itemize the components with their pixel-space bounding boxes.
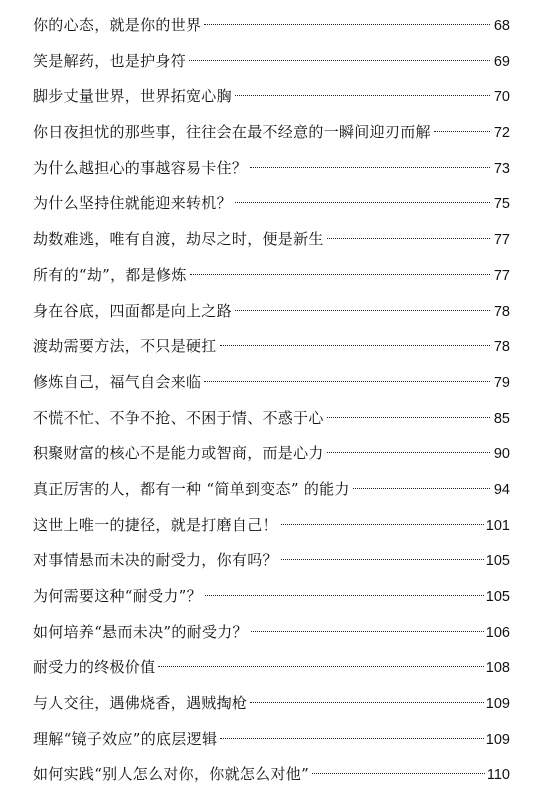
dot-leader — [220, 738, 484, 739]
toc-entry-page-number: 79 — [493, 374, 510, 391]
toc-entry-title: 劫数难逃，唯有自渡，劫尽之时，便是新生 — [33, 230, 324, 249]
toc-entry-title: 脚步丈量世界，世界拓宽心胸 — [33, 87, 232, 106]
dot-leader — [353, 488, 490, 489]
toc-entry-page-number: 78 — [493, 339, 510, 356]
toc-entry-page-number: 85 — [493, 410, 510, 427]
toc-entry[interactable] — [33, 186, 510, 222]
dot-leader — [312, 773, 485, 774]
toc-entry[interactable] — [33, 472, 510, 508]
toc-entry[interactable] — [33, 79, 510, 115]
toc-entry[interactable] — [33, 722, 510, 758]
toc-entry-title: 你日夜担忧的那些事，往往会在最不经意的一瞬间迎刃而解 — [33, 123, 431, 142]
toc-entry-page-number: 78 — [493, 303, 510, 320]
toc-entry-page-number: 70 — [493, 89, 510, 106]
toc-entry-title: 耐受力的终极价值 — [33, 658, 156, 677]
dot-leader — [250, 167, 490, 168]
dot-leader — [235, 95, 490, 96]
toc-entry[interactable] — [33, 543, 510, 579]
toc-entry-page-number: 68 — [493, 18, 510, 34]
toc-entry-page-number: 101 — [485, 517, 510, 534]
toc-entry[interactable] — [33, 579, 510, 615]
toc-entry-page-number: 77 — [493, 267, 510, 284]
toc-entry-title: 修炼自己，福气自会来临 — [33, 372, 202, 391]
toc-entry-title: 身在谷底，四面都是向上之路 — [33, 301, 232, 320]
toc-entry-title: 如何实践“别人怎么对你，你就怎么对他” — [33, 765, 310, 784]
toc-entry[interactable] — [33, 8, 510, 44]
toc-entry-title: 为什么坚持住就能迎来转机？ — [33, 194, 232, 213]
dot-leader — [189, 60, 490, 61]
toc-entry-title: 对事情悬而未决的耐受力，你有吗？ — [33, 551, 278, 570]
toc-entry-title: 积聚财富的核心不是能力或智商，而是心力 — [33, 444, 324, 463]
toc-entry-title: 真正厉害的人，都有一种 “简单到变态” 的能力 — [33, 479, 350, 498]
toc-entry-page-number: 90 — [493, 446, 510, 463]
dot-leader — [250, 702, 484, 703]
toc-entry-page-number: 105 — [485, 553, 510, 570]
toc-entry-title: 所有的“劫”，都是修炼 — [33, 265, 187, 284]
toc-entry[interactable] — [33, 757, 510, 793]
toc-entry[interactable] — [33, 222, 510, 258]
toc-entry-page-number: 75 — [493, 196, 510, 213]
toc-entry-title: 不慌不忙、不争不抢、不困于情、不惑于心 — [33, 408, 324, 427]
toc-entry-title: 为什么越担心的事越容易卡住？ — [33, 158, 248, 177]
toc-entry-page-number: 108 — [485, 660, 510, 677]
table-of-contents — [33, 8, 510, 793]
toc-entry[interactable] — [33, 508, 510, 544]
toc-entry-title: 笑是解药，也是护身符 — [33, 51, 187, 70]
toc-entry-title: 理解“镜子效应”的底层逻辑 — [33, 729, 218, 748]
dot-leader — [220, 345, 490, 346]
toc-entry[interactable] — [33, 401, 510, 437]
toc-entry[interactable] — [33, 329, 510, 365]
toc-entry[interactable] — [33, 365, 510, 401]
toc-entry-page-number: 73 — [493, 160, 510, 177]
toc-entry[interactable] — [33, 615, 510, 651]
toc-entry[interactable] — [33, 294, 510, 330]
toc-entry-page-number: 69 — [493, 53, 510, 70]
dot-leader — [205, 595, 484, 596]
toc-entry[interactable] — [33, 151, 510, 187]
toc-entry-page-number: 106 — [485, 624, 510, 641]
dot-leader — [251, 631, 484, 632]
toc-entry-page-number: 110 — [486, 767, 510, 784]
toc-entry-page-number: 109 — [485, 731, 510, 748]
dot-leader — [281, 559, 484, 560]
toc-entry-title: 如何培养“悬而未决”的耐受力？ — [33, 622, 248, 641]
dot-leader — [190, 274, 490, 275]
dot-leader — [158, 666, 483, 667]
toc-entry[interactable] — [33, 44, 510, 80]
dot-leader — [235, 310, 490, 311]
toc-entry-title: 这世上唯一的捷径，就是打磨自己！ — [33, 515, 278, 534]
dot-leader — [281, 524, 484, 525]
toc-entry-title: 与人交往，遇佛烧香，遇贼掏枪 — [33, 694, 248, 713]
toc-entry-page-number: 72 — [493, 125, 510, 142]
dot-leader — [235, 202, 490, 203]
dot-leader — [204, 24, 490, 25]
toc-entry[interactable] — [33, 258, 510, 294]
toc-entry[interactable] — [33, 436, 510, 472]
dot-leader — [434, 131, 490, 132]
toc-entry-page-number: 77 — [493, 232, 510, 249]
dot-leader — [327, 417, 490, 418]
toc-entry[interactable] — [33, 115, 510, 151]
toc-entry-title: 渡劫需要方法，不只是硬扛 — [33, 337, 217, 356]
toc-entry[interactable] — [33, 650, 510, 686]
toc-entry-title: 你的心态，就是你的世界 — [33, 16, 202, 34]
dot-leader — [327, 452, 490, 453]
toc-entry[interactable] — [33, 686, 510, 722]
toc-entry-title: 为何需要这种“耐受力”？ — [33, 587, 202, 605]
toc-entry-page-number: 94 — [493, 481, 510, 498]
dot-leader — [204, 381, 490, 382]
dot-leader — [327, 238, 490, 239]
toc-entry-page-number: 105 — [485, 589, 510, 605]
toc-entry-page-number: 109 — [485, 696, 510, 713]
